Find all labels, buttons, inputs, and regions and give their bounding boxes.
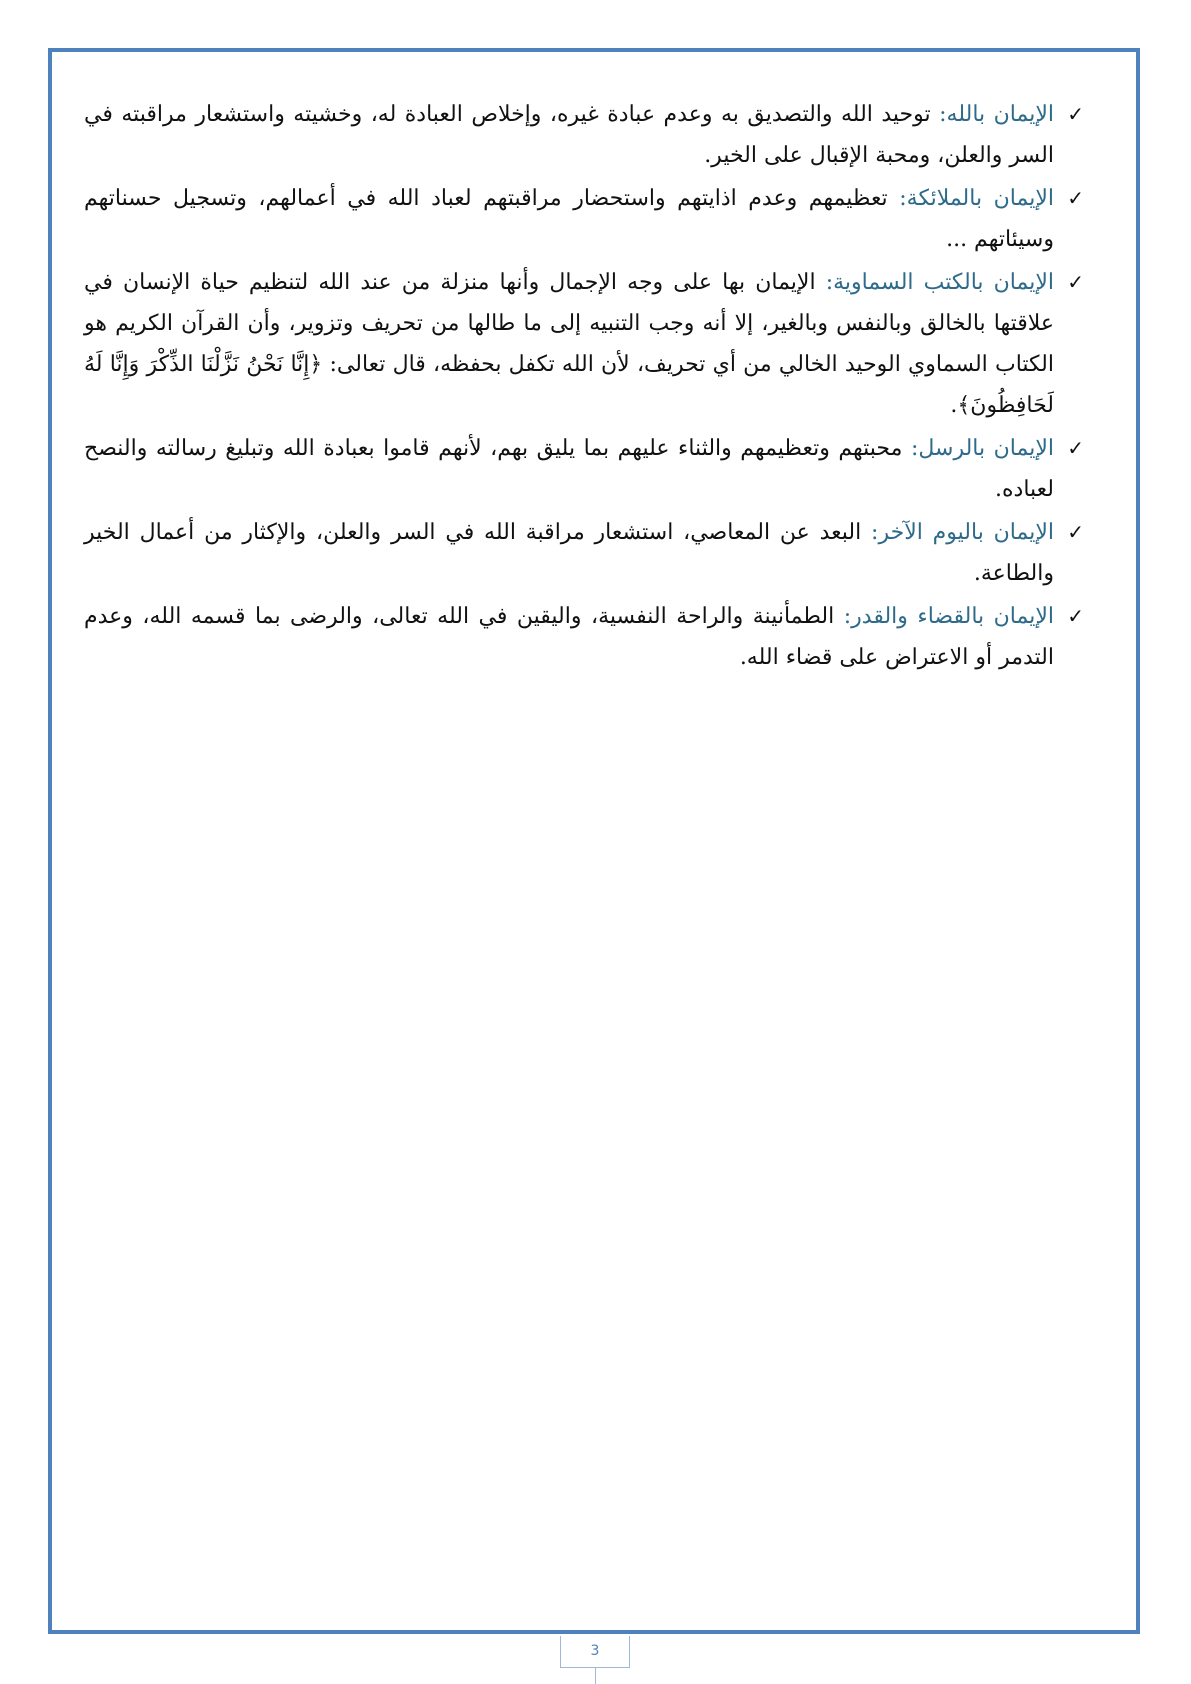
list-item-faith-in-books xyxy=(84,262,1086,426)
check-icon: ✓ xyxy=(1067,520,1084,544)
list-item-faith-in-messengers xyxy=(84,428,1086,510)
check-icon: ✓ xyxy=(1067,270,1084,294)
check-icon: ✓ xyxy=(1067,102,1084,126)
item-title: الإيمان بالله: xyxy=(939,102,1054,127)
item-text: تعظيمهم وعدم اذايتهم واستحضار مراقبتهم لعباد الله في أعمالهم، وتسجيل حسناتهم وسيئاتهم ... xyxy=(84,186,1054,252)
item-title: الإيمان بالملائكة: xyxy=(899,186,1054,211)
list-item-faith-in-allah xyxy=(84,94,1086,176)
page-number-connector xyxy=(595,1668,596,1684)
list-item-faith-in-angels xyxy=(84,178,1086,260)
check-icon: ✓ xyxy=(1067,604,1084,628)
item-text: محبتهم وتعظيمهم والثناء عليهم بما يليق بهم، لأنهم قاموا بعبادة الله وتبليغ رسالته والنصح لعباده. xyxy=(84,436,1054,502)
item-text: البعد عن المعاصي، استشعار مراقبة الله في السر والعلن، والإكثار من أعمال الخير والطاعة. xyxy=(84,520,1054,586)
item-title: الإيمان بالكتب السماوية: xyxy=(825,270,1055,295)
list-item-faith-in-destiny xyxy=(84,596,1086,678)
page-number: 3 xyxy=(560,1636,630,1668)
item-title: الإيمان بالرسل: xyxy=(910,436,1054,461)
item-title: الإيمان بالقضاء والقدر: xyxy=(843,604,1054,629)
item-text: الطمأنينة والراحة النفسية، واليقين في الله تعالى، والرضى بما قسمه الله، وعدم التدمر أو الاعتراض على قضاء الله. xyxy=(84,604,1054,670)
document-content xyxy=(84,94,1086,680)
check-icon: ✓ xyxy=(1067,186,1084,210)
list-item-faith-in-last-day xyxy=(84,512,1086,594)
check-icon: ✓ xyxy=(1067,436,1084,460)
item-title: الإيمان باليوم الآخر: xyxy=(871,520,1055,545)
item-text: الإيمان بها على وجه الإجمال وأنها منزلة من عند الله لتنظيم حياة الإنسان في علاقتها بالخالق وبالنفس وبالغير، إلا أنه وجب التنبيه إلى ما طالها من تحريف وتزوير، وأن القرآن الكريم هو الكتاب السماوي الوحيد الخالي من أي تحريف، لأن الله تكفل بحفظه، قال تعالى: ﴿إِنَّا نَحْنُ نَزَّلْنَا الذِّكْرَ وَإِنَّا لَهُ لَحَافِظُونَ﴾. xyxy=(84,270,1055,418)
item-text: توحيد الله والتصديق به وعدم عبادة غيره، وإخلاص العبادة له، وخشيته واستشعار مراقبته في السر والعلن، ومحبة الإقبال على الخير. xyxy=(84,102,1054,168)
